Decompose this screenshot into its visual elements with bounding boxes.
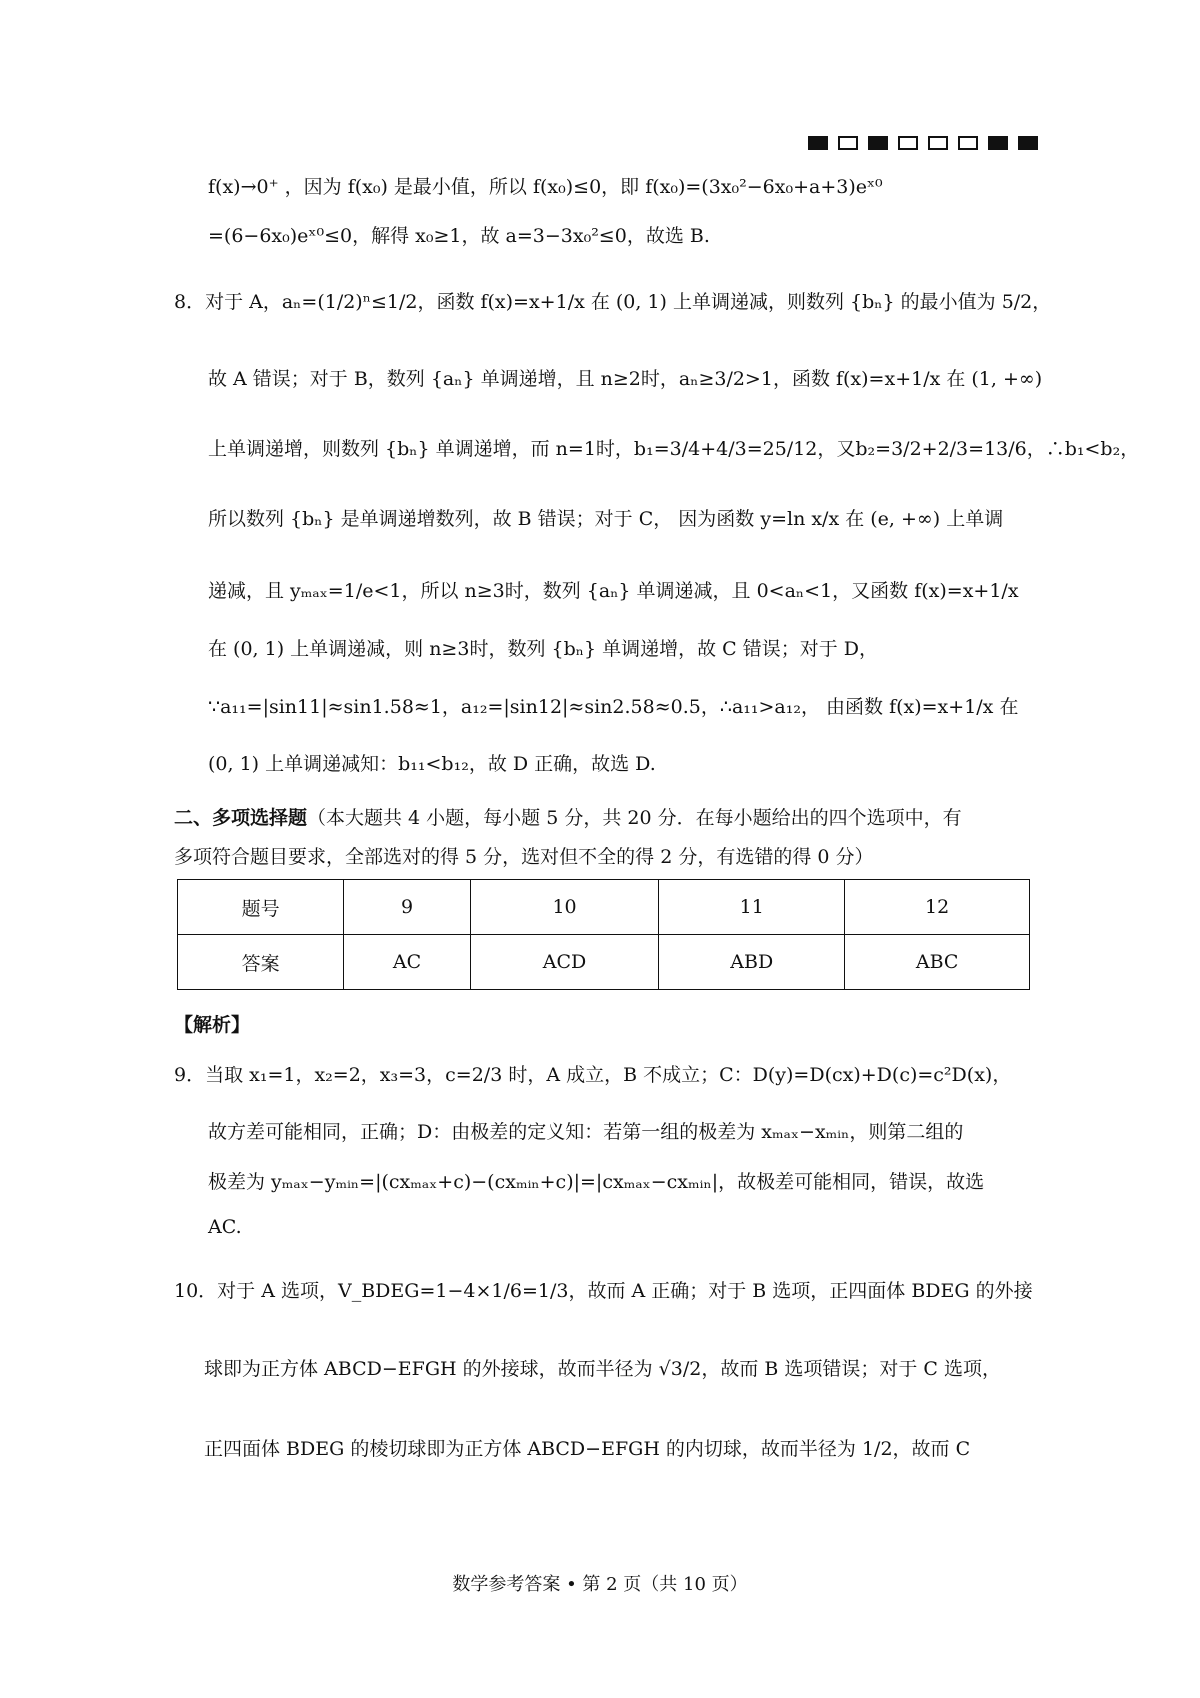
table-cell: 9 bbox=[344, 880, 471, 935]
text-line: 递减，且 yₘₐₓ=1/e<1，所以 n≥3时，数列 {aₙ} 单调递减，且 0<aₙ<1，又函数 f(x)=x+1/x bbox=[208, 580, 1019, 602]
question-9-line: 9．当取 x₁=1，x₂=2，x₃=3，c=2/3 时，A 成立，B 不成立；C：D(y)=D(cx)+D(c)=c²D(x)， bbox=[174, 1064, 1012, 1086]
question-8-line: 8．对于 A，aₙ=(1/2)ⁿ≤1/2，函数 f(x)=x+1/x 在 (0, 1) 上单调递减，则数列 {bₙ} 的最小值为 5/2， bbox=[174, 291, 1052, 313]
header-mark bbox=[958, 136, 978, 150]
text-line: 所以数列 {bₙ} 是单调递增数列，故 B 错误；对于 C， 因为函数 y=ln x/x 在 (e, +∞) 上单调 bbox=[208, 508, 1004, 530]
header-marks bbox=[808, 136, 1038, 150]
table-cell: 11 bbox=[659, 880, 845, 935]
header-mark bbox=[898, 136, 918, 150]
table-cell: 答案 bbox=[178, 935, 344, 990]
table-cell: 10 bbox=[470, 880, 658, 935]
section-2-title: 二、多项选择题 bbox=[174, 807, 308, 829]
table-cell: ABD bbox=[659, 935, 845, 990]
table-cell: ABC bbox=[845, 935, 1030, 990]
header-mark bbox=[1018, 136, 1038, 150]
section-2-desc-line2: 多项符合题目要求，全部选对的得 5 分，选对但不全的得 2 分，有选错的得 0 分） bbox=[174, 846, 874, 868]
text-line: ∵a₁₁=|sin11|≈sin1.58≈1，a₁₂=|sin12|≈sin2.58≈0.5，∴a₁₁>a₁₂， 由函数 f(x)=x+1/x 在 bbox=[208, 696, 1019, 718]
analysis-heading: 【解析】 bbox=[174, 1014, 251, 1036]
header-mark bbox=[808, 136, 828, 150]
text-line: 故方差可能相同，正确；D：由极差的定义知：若第一组的极差为 xₘₐₓ−xₘᵢₙ，则第二组的 bbox=[208, 1121, 964, 1143]
text-line: 上单调递增，则数列 {bₙ} 单调递增，而 n=1时，b₁=3/4+4/3=25/12，又b₂=3/2+2/3=13/6，∴b₁<b₂， bbox=[208, 438, 1140, 460]
text-line: 在 (0, 1) 上单调递减，则 n≥3时，数列 {bₙ} 单调递增，故 C 错误；对于 D， bbox=[208, 638, 878, 660]
table-cell: ACD bbox=[470, 935, 658, 990]
table-cell: AC bbox=[344, 935, 471, 990]
answer-table bbox=[177, 879, 1030, 990]
text-line: 正四面体 BDEG 的棱切球即为正方体 ABCD−EFGH 的内切球，故而半径为 1/2，故而 C bbox=[204, 1438, 971, 1460]
text-line: f(x)→0⁺ ，因为 f(x₀) 是最小值，所以 f(x₀)≤0，即 f(x₀)=(3x₀²−6x₀+a+3)eˣ⁰ bbox=[208, 176, 883, 198]
text-line: 极差为 yₘₐₓ−yₘᵢₙ=|(cxₘₐₓ+c)−(cxₘᵢₙ+c)|=|cxₘₐₓ−cxₘᵢₙ|，故极差可能相同，错误，故选 bbox=[208, 1171, 985, 1193]
text-line: 故 A 错误；对于 B，数列 {aₙ} 单调递增，且 n≥2时，aₙ≥3/2>1，函数 f(x)=x+1/x 在 (1, +∞) bbox=[208, 368, 1043, 390]
table-cell: 12 bbox=[845, 880, 1030, 935]
page-footer: 数学参考答案 • 第 2 页（共 10 页） bbox=[452, 1574, 748, 1595]
text-line: 球即为正方体 ABCD−EFGH 的外接球，故而半径为 √3/2，故而 B 选项错误；对于 C 选项， bbox=[204, 1358, 1001, 1380]
header-mark bbox=[838, 136, 858, 150]
table-row bbox=[178, 880, 1030, 935]
table-row bbox=[178, 935, 1030, 990]
header-mark bbox=[988, 136, 1008, 150]
text-line: =(6−6x₀)eˣ⁰≤0，解得 x₀≥1，故 a=3−3x₀²≤0，故选 B. bbox=[208, 225, 710, 247]
question-10-line: 10．对于 A 选项，V_BDEG=1−4×1/6=1/3，故而 A 正确；对于 B 选项，正四面体 BDEG 的外接 bbox=[174, 1280, 1033, 1302]
section-2-heading bbox=[174, 803, 962, 830]
text-line: (0, 1) 上单调递减知：b₁₁<b₁₂，故 D 正确，故选 D. bbox=[208, 753, 656, 775]
header-mark bbox=[928, 136, 948, 150]
table-cell: 题号 bbox=[178, 880, 344, 935]
section-2-desc: （本大题共 4 小题，每小题 5 分，共 20 分．在每小题给出的四个选项中，有 bbox=[307, 807, 962, 829]
header-mark bbox=[868, 136, 888, 150]
text-line: AC. bbox=[208, 1216, 242, 1238]
